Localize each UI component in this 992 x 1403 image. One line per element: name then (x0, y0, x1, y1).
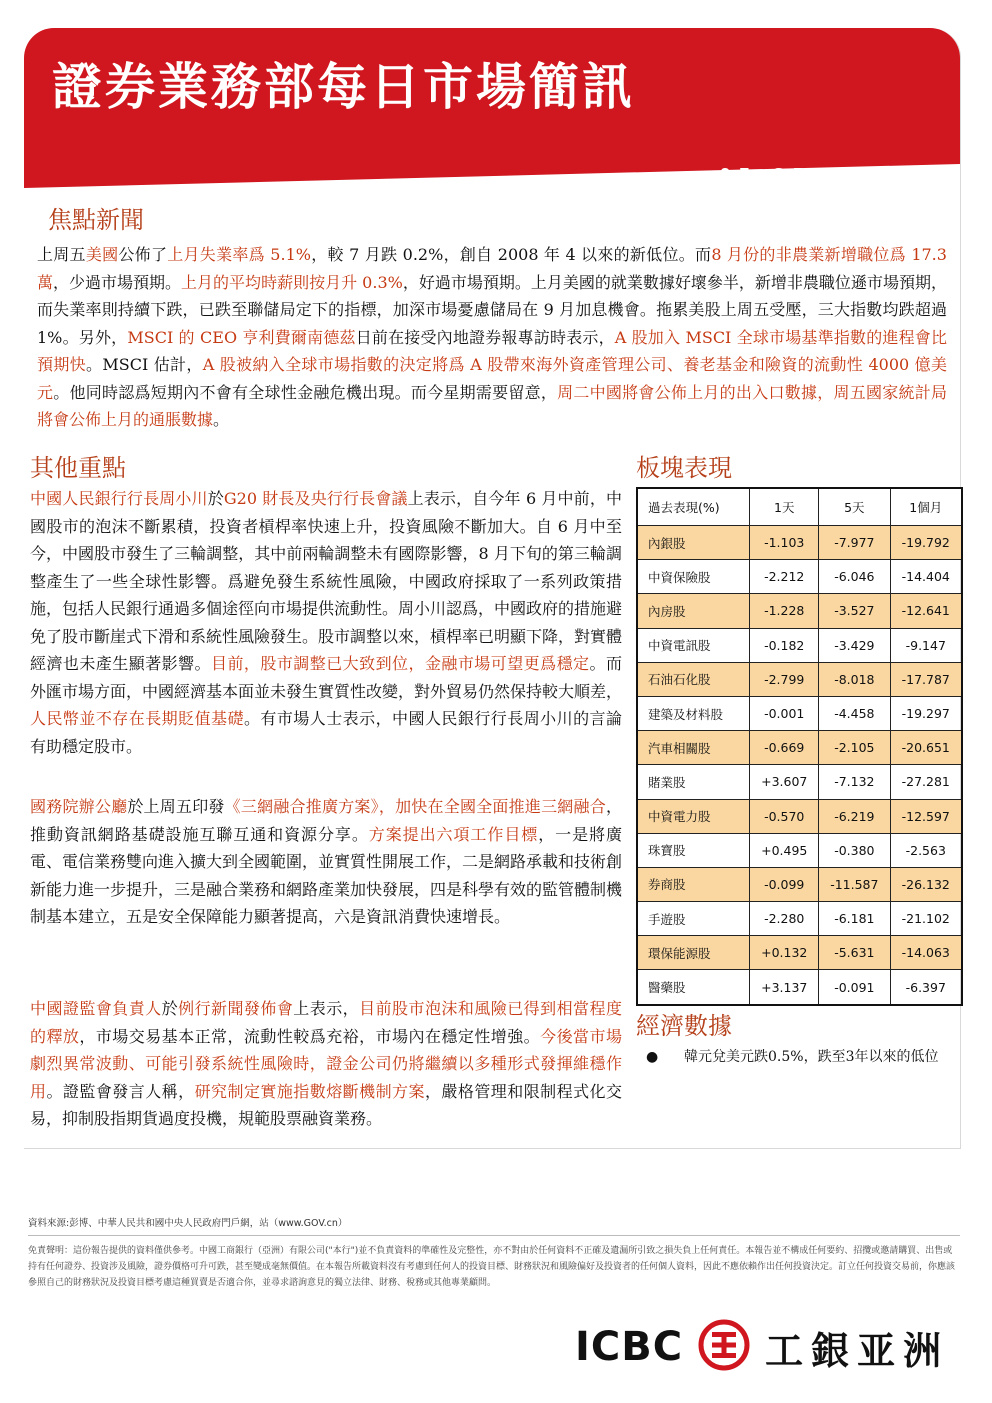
highlighted-text: 國務院辦公廳 (30, 797, 128, 816)
one-month-cell: -19.792 (890, 526, 962, 560)
table-row (637, 526, 962, 560)
sector-name-cell: 內銀股 (637, 526, 750, 560)
body-text: ，好過市場預期。上月美國的就業數據好壞參半，新增非農職位遜市場預期，而失業率則持續下跌，已跌至聯儲局定下的指標，加深市場憂慮儲局在 9 月加息機會。拖累美股上周五受壓，三大指數均跌超過 1%。另外， (37, 272, 947, 347)
one-month-cell: -21.102 (890, 902, 962, 936)
others-paragraph-1 (30, 485, 622, 760)
table-row (637, 765, 962, 799)
body-text: ，較 7 月跌 0.2%，創自 2008 年 4 以來的新低位。而 (310, 245, 712, 264)
body-text: 於 (207, 489, 224, 508)
highlighted-text: 中國人民銀行行長周小川 (30, 489, 208, 508)
economy-list (646, 1046, 938, 1066)
body-text: 上表示，自今年 6 月中前，中國股市的泡沫不斷累積，投資者槓桿率快速上升，投資風險不斷加大。自 6 月中至今，中國股市發生了三輪調整，其中前兩輪調整未有國際影響，8 月下旬的第三輪調整產生了一些全球性影響。爲避免發生系統性風險，中國政府採取了一系列政策措施，包括人民銀行通過多個途徑向市場提供流動性。周小川認爲，中國政府的措施避免了股市斷崖式下滑和系統性風險發生。股市調整以來，槓桿率已明顯下降，對實體經濟也未產生顯著影響。 (30, 489, 623, 673)
table-row (637, 902, 962, 936)
column-header: 1天 (750, 488, 819, 526)
table-header-row (637, 488, 962, 526)
table-row (637, 696, 962, 730)
highlighted-text: G20 財長及央行行長會議 (223, 489, 408, 508)
one-month-cell: -17.787 (890, 662, 962, 696)
sector-name-cell: 中資電訊股 (637, 628, 750, 662)
one-day-cell: +0.495 (750, 833, 819, 867)
page-title: 證券業務部每日市場簡訊 (52, 58, 635, 116)
data-source: 資料來源:彭博、中華人民共和國中央人民政府門戶網，站（www.GOV.cn） (28, 1218, 348, 1229)
body-text: 。 (213, 410, 230, 429)
highlighted-text: 今後當市場劇烈異常波動、可能引發系統性風險時，證金公司仍將繼續以多種形式發揮維穩作用 (30, 1026, 622, 1101)
highlighted-text: 方案提出六項工作目標 (368, 824, 539, 844)
table-row (637, 833, 962, 867)
one-month-cell: -6.397 (890, 970, 962, 1005)
sector-name-cell: 珠寶股 (637, 833, 750, 867)
report-date: 07 SEP 2015 (719, 165, 924, 183)
sector-name-cell: 汽車相關股 (637, 731, 750, 765)
one-day-cell: -0.182 (750, 628, 819, 662)
others-heading: 其他重點 (30, 454, 126, 482)
five-day-cell: -5.631 (819, 936, 890, 970)
focus-heading: 焦點新聞 (48, 206, 144, 234)
five-day-cell: -7.132 (819, 765, 890, 799)
body-text: ，嚴格管理和限制程式化交易，抑制股指期貨過度投機，規範股票融資業務。 (30, 1081, 622, 1128)
sector-name-cell: 賭業股 (637, 765, 750, 799)
body-text: 上周五 (37, 245, 86, 264)
highlighted-text: 上月的平均時薪則按月升 0.3% (181, 272, 403, 292)
highlighted-text: 例行新聞發佈會 (178, 999, 294, 1018)
one-day-cell: -2.799 (750, 662, 819, 696)
five-day-cell: -8.018 (819, 662, 890, 696)
one-day-cell: -0.099 (750, 867, 819, 901)
five-day-cell: -0.380 (819, 833, 890, 867)
highlighted-text: 周二中國將會公佈上月的出入口數據，周五國家統計局將會公佈上月的通脹數據 (37, 382, 947, 429)
body-text: 於 (161, 999, 179, 1018)
column-header: 過去表現(%) (637, 488, 750, 526)
one-month-cell: -14.404 (890, 560, 962, 594)
body-text: 於上周五印發 (127, 797, 225, 816)
one-day-cell: -0.570 (750, 799, 819, 833)
five-day-cell: -2.105 (819, 731, 890, 765)
sector-name-cell: 券商股 (637, 867, 750, 901)
column-header: 5天 (819, 488, 890, 526)
highlighted-text: A 股加入 MSCI 全球市場基準指數的進程會比預期快 (37, 327, 947, 374)
five-day-cell: -0.091 (819, 970, 890, 1005)
body-text: ，少過市場預期。 (53, 272, 182, 292)
economy-heading: 經濟數據 (636, 1012, 732, 1040)
highlighted-text: 上月失業率爲 5.1% (167, 245, 311, 264)
body-text: 。有市場人士表示，中國人民銀行行長周小川的言論有助穩定股市。 (30, 709, 622, 756)
sector-name-cell: 內房股 (637, 594, 750, 628)
table-row (637, 970, 962, 1005)
highlighted-text: 中國證監會負責人 (30, 999, 162, 1018)
five-day-cell: -7.977 (819, 526, 890, 560)
sector-performance-table (636, 487, 963, 1006)
body-text: 。而外匯市場方面，中國經濟基本面並未發生實質性改變，對外貿易仍然保持較大順差， (30, 654, 623, 701)
sector-name-cell: 石油石化股 (637, 662, 750, 696)
table-row (637, 628, 962, 662)
table-row (637, 867, 962, 901)
one-month-cell: -14.063 (890, 936, 962, 970)
highlighted-text: 目前，股市調整已大致到位，金融市場可望更爲穩定 (211, 654, 590, 673)
body-text: 日前在接受內地證券報專訪時表示， (355, 327, 615, 347)
five-day-cell: -3.429 (819, 628, 890, 662)
others-paragraph-3 (30, 995, 622, 1133)
one-day-cell: -0.001 (750, 696, 819, 730)
highlighted-text: 目前股市泡沫和風險已得到相當程度的釋放 (30, 999, 622, 1046)
five-day-cell: -6.046 (819, 560, 890, 594)
highlighted-text: A 股被納入全球市場指數的決定將爲 A 股帶來海外資產管理公司、養老基金和險資的流動性 4000 億美元 (37, 355, 947, 402)
bullet-icon: ● (646, 1049, 659, 1065)
sector-table-body (637, 526, 962, 1005)
sector-name-cell: 醫藥股 (637, 970, 750, 1005)
icbc-emblem-icon (697, 1318, 751, 1376)
highlighted-text: 8 月份的非農業新增職位爲 17.3 萬 (37, 245, 947, 292)
five-day-cell: -3.527 (819, 594, 890, 628)
sector-name-cell: 中資電力股 (637, 799, 750, 833)
one-month-cell: -19.297 (890, 696, 962, 730)
body-text: 公佈了 (118, 245, 168, 264)
economy-item-text: 韓元兌美元跌0.5%，跌至3年以來的低位 (684, 1049, 939, 1065)
one-day-cell: -1.228 (750, 594, 819, 628)
highlighted-text: 美國 (85, 245, 119, 264)
body-text: 上表示， (293, 999, 360, 1018)
five-day-cell: -6.219 (819, 799, 890, 833)
sector-name-cell: 環保能源股 (637, 936, 750, 970)
one-month-cell: -12.641 (890, 594, 962, 628)
focus-news-paragraph (37, 241, 947, 434)
table-row (637, 936, 962, 970)
one-day-cell: +3.607 (750, 765, 819, 799)
divider (28, 1235, 960, 1236)
body-text: ，市場交易基本正常，流動性較爲充裕，市場內在穩定性增強。 (79, 1026, 541, 1046)
one-day-cell: -2.212 (750, 560, 819, 594)
table-row (637, 799, 962, 833)
column-header: 1個月 (890, 488, 962, 526)
sector-name-cell: 手遊股 (637, 902, 750, 936)
one-day-cell: -1.103 (750, 526, 819, 560)
highlighted-text: 《三網融合推廣方案》，加快在全國全面推進三網融合 (224, 797, 606, 816)
logo-text-en: ICBC (575, 1324, 684, 1370)
list-item (646, 1046, 938, 1066)
logo-text-cn: 工銀亚洲 (765, 1328, 950, 1373)
icbc-logo (575, 1318, 949, 1376)
table-row (637, 594, 962, 628)
body-text: 。他同時認爲短期內不會有全球性金融危機出現。而今星期需要留意， (53, 382, 558, 402)
table-row (637, 731, 962, 765)
one-month-cell: -2.563 (890, 833, 962, 867)
body-text: ，一是將廣電、電信業務雙向進入擴大到全國範圍，並實質性開展工作，二是網路承載和技術創新能力進一步提升，三是融合業務和網路產業加快發展，四是科學有效的監管體制機制基本建立，五是安全保障能力顯著提高，六是資訊消費快速增長。 (30, 824, 623, 926)
disclaimer: 免責聲明：這份報告提供的資料僅供參考。中國工商銀行（亞洲）有限公司("本行")並不負責資料的準確性及完整性，亦不對由於任何資料不正確及遺漏所引致之損失負上任何責任。本報告並不構成任何要約、招攬或邀請購買、出售或持有任何證券、投資涉及風險，證券價格可升可跌，甚至變成毫無價值。在本報告所載資料沒有考慮到任何人的投資目標、財務狀況和風險偏好及投資者的任何個人資料，因此不應依賴作出任何投資決定。訂立任何投資交易前，你應該參照自己的財務狀況及投資目標考慮這種買賣是否適合你，並尋求諮詢意見的獨立法律、財務、稅務或其他專業顧問。 (28, 1246, 956, 1288)
sector-name-cell: 中資保險股 (637, 560, 750, 594)
table-row (637, 662, 962, 696)
highlighted-text: 研究制定實施指數熔斷機制方案 (194, 1081, 425, 1101)
five-day-cell: -11.587 (819, 867, 890, 901)
highlighted-text: 人民幣並不存在長期貶值基礎 (30, 709, 244, 728)
one-month-cell: -26.132 (890, 867, 962, 901)
highlighted-text: MSCI 的 CEO 亨利費爾南德茲 (127, 327, 356, 347)
others-paragraph-2 (30, 793, 622, 931)
body-text: 。MSCI 估計， (86, 355, 203, 374)
sector-name-cell: 建築及材料股 (637, 696, 750, 730)
one-day-cell: -0.669 (750, 731, 819, 765)
five-day-cell: -6.181 (819, 902, 890, 936)
one-month-cell: -9.147 (890, 628, 962, 662)
one-month-cell: -27.281 (890, 765, 962, 799)
one-month-cell: -20.651 (890, 731, 962, 765)
body-text: 。證監會發言人稱， (46, 1081, 195, 1101)
table-row (637, 560, 962, 594)
one-day-cell: -2.280 (750, 902, 819, 936)
sector-heading: 板塊表現 (636, 454, 732, 482)
body-text: ，推動資訊網路基礎設施互聯互通和資源分享。 (30, 797, 622, 844)
one-month-cell: -12.597 (890, 799, 962, 833)
one-day-cell: +3.137 (750, 970, 819, 1005)
one-day-cell: +0.132 (750, 936, 819, 970)
five-day-cell: -4.458 (819, 696, 890, 730)
